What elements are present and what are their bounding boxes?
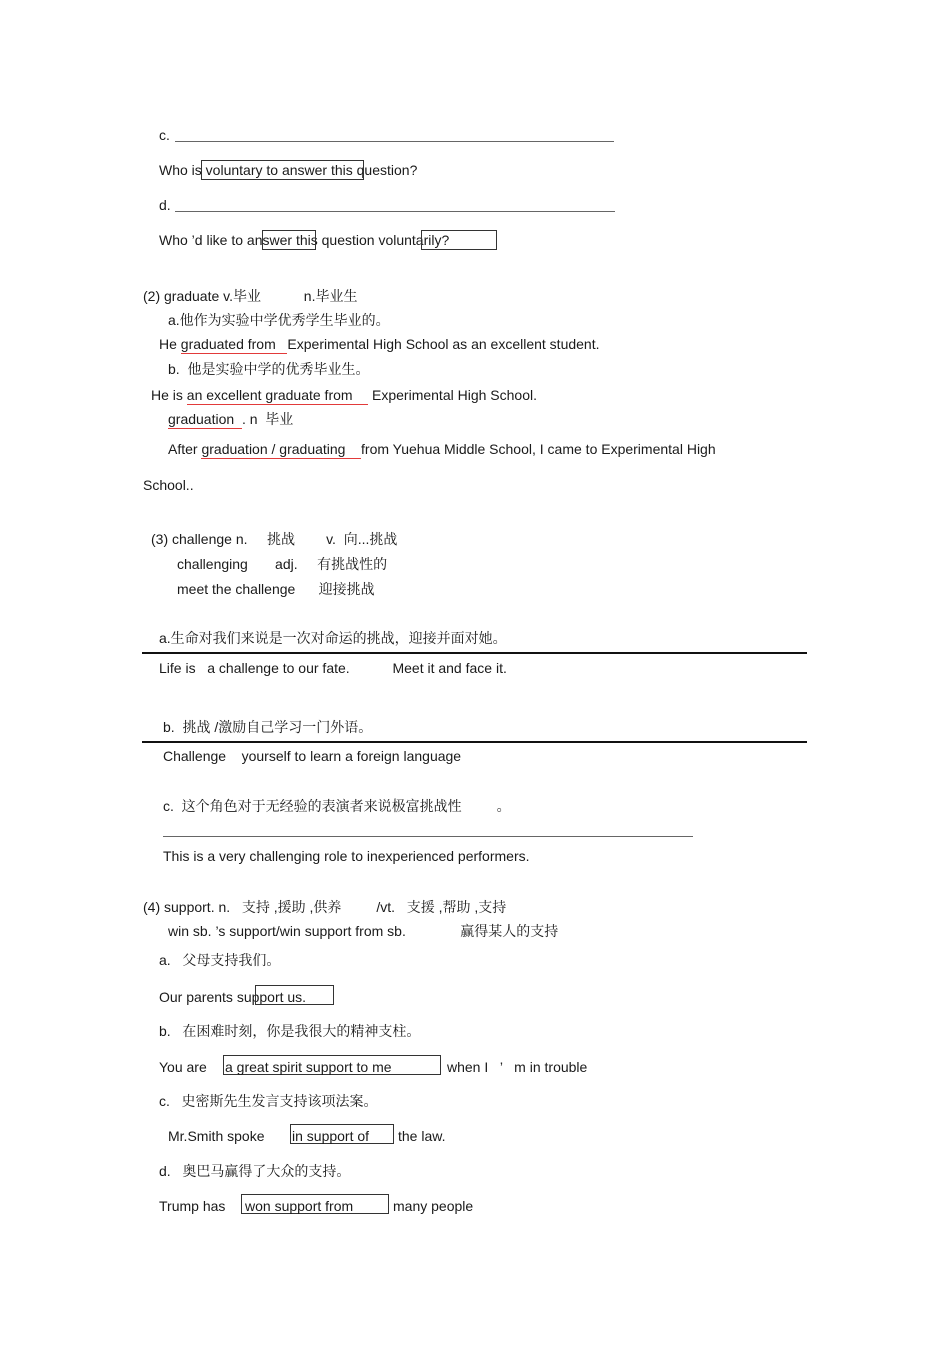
- s4-d-chinese: d. 奥巴马赢得了大众的支持。: [159, 1163, 351, 1179]
- s4-a-english: Our parents support us.: [159, 989, 307, 1005]
- s4-c-suffix: the law.: [398, 1128, 446, 1144]
- s4-win-support: win sb. ’s support/win support from sb. 赢得某人的支持: [168, 923, 559, 939]
- example-who-voluntary: Who is voluntary to answer this question?: [159, 162, 418, 178]
- s2-b-suffix: Experimental High School.: [368, 387, 537, 403]
- c-label: c.: [159, 127, 170, 143]
- s4-d-answer: won support from: [245, 1198, 354, 1214]
- answer-box-answer-this[interactable]: [262, 230, 316, 250]
- s2-b-english: [151, 386, 537, 405]
- example-who-like: Who ’d like to answer this question voluntarily?: [159, 232, 450, 248]
- answer-blank-c[interactable]: [175, 141, 614, 142]
- s4-b-answer: a great spirit support to me: [225, 1059, 392, 1075]
- s4-c-prefix: Mr.Smith spoke: [168, 1128, 265, 1144]
- s3-a-chinese: a.生命对我们来说是一次对命运的挑战，迎接并面对她。: [159, 630, 507, 646]
- s2-b-prefix: He is: [151, 387, 187, 403]
- s3-meet-challenge: meet the challenge 迎接挑战: [177, 581, 375, 597]
- s2-a-chinese: a.他作为实验中学优秀学生毕业的。: [168, 312, 390, 328]
- answer-box-voluntary[interactable]: [201, 160, 364, 180]
- s4-b-prefix: You are: [159, 1059, 211, 1075]
- s3-b-chinese: b. 挑战 /激励自己学习一门外语。: [163, 719, 373, 735]
- section-4-heading: (4) support. n. 支持 ,援助 ,供养 /vt. 支援 ,帮助 ,支持: [143, 899, 507, 915]
- s2-after-english: [168, 440, 716, 459]
- s4-a-chinese: a. 父母支持我们。: [159, 952, 281, 968]
- s4-b-chinese: b. 在困难时刻，你是我很大的精神支柱。: [159, 1023, 421, 1039]
- divider: [142, 652, 807, 654]
- d-label: d.: [159, 197, 171, 213]
- s2-after-continued: School..: [143, 477, 194, 493]
- answer-box-voluntarily[interactable]: [421, 230, 497, 250]
- s2-a-prefix: He: [159, 336, 181, 352]
- divider: [142, 741, 807, 743]
- s2-b-answer[interactable]: an excellent graduate from: [186, 387, 369, 403]
- s3-a-english: Life is a challenge to our fate. Meet it and face it.: [159, 660, 507, 676]
- s2-after-prefix: After: [168, 441, 202, 457]
- answer-box-support-us[interactable]: [255, 985, 334, 1005]
- s2-a-english: [159, 335, 600, 354]
- s2-graduation-noun: [168, 410, 293, 429]
- s3-c-english: This is a very challenging role to inexperienced performers.: [163, 848, 530, 864]
- s4-c-chinese: c. 史密斯先生发言支持该项法案。: [159, 1093, 378, 1109]
- s3-challenging: challenging adj. 有挑战性的: [177, 556, 388, 572]
- s2-b-chinese: b. 他是实验中学的优秀毕业生。: [168, 361, 370, 377]
- s2-after-suffix: from Yuehua Middle School, I came to Experimental High: [361, 441, 716, 457]
- s2-a-suffix: Experimental High School as an excellent student.: [287, 336, 600, 352]
- s4-b-suffix: when I ’ m in trouble: [447, 1059, 588, 1075]
- s2-graduation-answer[interactable]: graduation: [168, 411, 242, 427]
- s4-d-prefix: Trump has: [159, 1198, 226, 1214]
- section-2-heading: (2) graduate v.毕业 n.毕业生: [143, 288, 358, 304]
- s2-after-answer[interactable]: graduation / graduating: [201, 441, 362, 457]
- answer-blank-d[interactable]: [175, 211, 615, 212]
- s3-c-chinese: c. 这个角色对于无经验的表演者来说极富挑战性 。: [163, 798, 511, 814]
- s4-d-suffix: many people: [393, 1198, 474, 1214]
- s2-graduation-meaning: . n 毕业: [241, 411, 294, 427]
- section-3-heading: (3) challenge n. 挑战 v. 向...挑战: [151, 531, 398, 547]
- answer-blank-s3-c[interactable]: [163, 836, 693, 837]
- s4-c-answer: in support of: [292, 1128, 370, 1144]
- s2-a-answer[interactable]: graduated from: [180, 336, 288, 352]
- s3-b-english: Challenge yourself to learn a foreign language: [163, 748, 462, 764]
